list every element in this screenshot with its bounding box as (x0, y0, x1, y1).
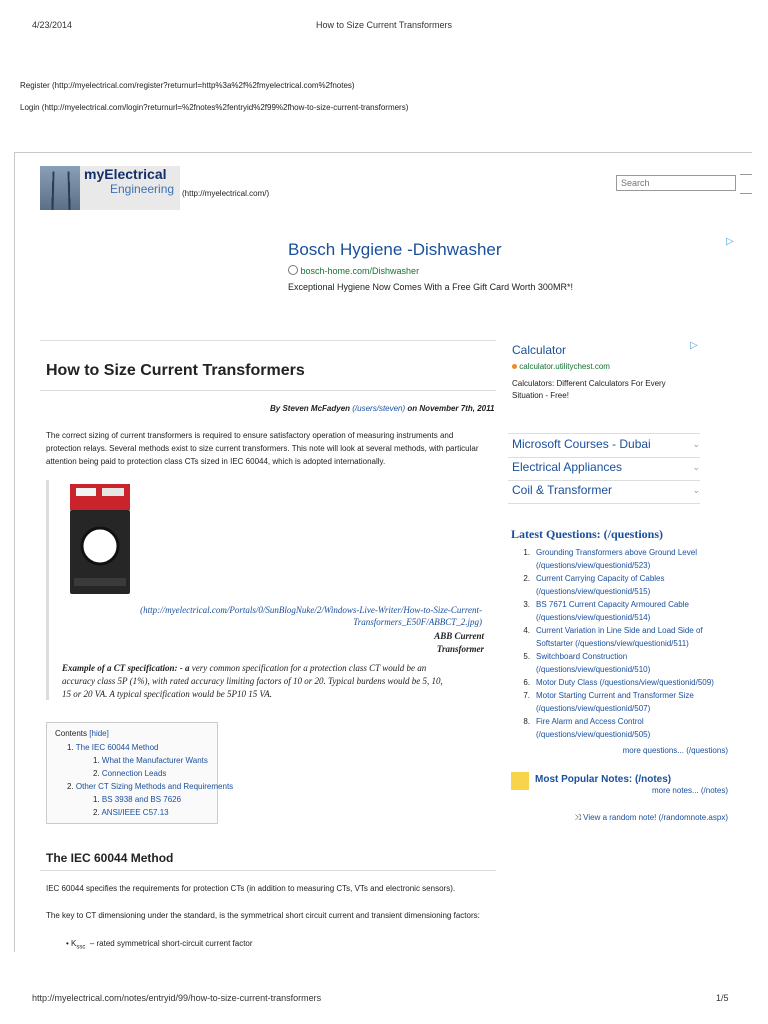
toc-item[interactable] (93, 756, 208, 765)
site-logo[interactable] (40, 166, 180, 210)
bullet-item (66, 937, 518, 955)
login-link[interactable]: Login (http://myelectrical.com/login?returnurl=%2fnotes%2fentryid%2f99%2fhow-to-size-current-transformers) (20, 103, 409, 112)
print-title: How to Size Current Transformers (315, 20, 453, 30)
register-link[interactable]: Register (http://myelectrical.com/register?returnurl=http%3a%2f%2fmyelectrical.com%2fnotes) (20, 81, 355, 90)
ad-title[interactable]: Bosch Hygiene -Dishwasher (288, 240, 502, 259)
logo-line2: Engineering (110, 182, 175, 196)
byline-author: By Steven McFadyen (270, 404, 351, 413)
logo-line1: myElectrical (84, 166, 167, 182)
pylon-icon (40, 166, 80, 210)
intro-line: attention being paid to protection class CTs sized in IEC 60044, which is adopted internationally. (46, 457, 386, 466)
divider (508, 503, 700, 504)
section-heading: The IEC 60044 Method (46, 851, 174, 865)
toc-item[interactable] (67, 743, 158, 752)
ad-choices-icon[interactable]: ▷ (726, 236, 734, 247)
author-link[interactable]: (/users/steven) (352, 404, 406, 413)
question-link[interactable]: Current Carrying Capacity of Cables (536, 574, 665, 583)
ad-url-text: bosch-home.com/Dishwasher (300, 266, 420, 276)
question-link[interactable]: (/questions/view/questionid/510) (536, 665, 651, 674)
byline (270, 404, 494, 413)
spec-line: accuracy class 5P (1%), with rated accuracy limiting factors of 10 or 20. Typical burdens would be 5, 10, (62, 676, 443, 686)
orange-dot-icon (512, 364, 517, 369)
search-input[interactable] (616, 175, 736, 191)
toc-text: The IEC 60044 Method (75, 743, 159, 752)
intro-line: The correct sizing of current transformers is required to ensure satisfactory operation of measuring instruments and (46, 431, 454, 440)
divider (508, 457, 700, 458)
toc-num: 2. (93, 769, 100, 778)
latest-questions-heading[interactable]: Latest Questions: (/questions) (511, 527, 664, 541)
question-link[interactable]: BS 7671 Current Capacity Armoured Cable (536, 600, 689, 609)
section-line: The key to CT dimensioning under the standard, is the symmetrical short circuit current and transient dimensioning factors: (46, 911, 480, 920)
sidebar-ad-text (512, 378, 666, 402)
current-transformer-image[interactable] (66, 484, 136, 596)
table-of-contents (46, 722, 234, 824)
globe-icon (288, 265, 298, 275)
footer-page: 1/5 (716, 993, 729, 1003)
question-link[interactable]: Switchboard Construction (536, 652, 628, 661)
sidebar-ad-line: Situation - Free! (512, 391, 569, 400)
page-title: How to Size Current Transformers (46, 362, 305, 379)
divider (40, 340, 496, 341)
footer-url: http://myelectrical.com/notes/entryid/99/how-to-size-current-transformers (32, 993, 322, 1003)
spec-line: 15 or 20 VA. A typical specification would be 5P10 15 VA. (62, 689, 273, 699)
toc-num: 1. (93, 756, 100, 765)
ad-link-label: Electrical Appliances (512, 460, 623, 474)
ad-link-item[interactable] (512, 437, 700, 451)
toc-text: What the Manufacturer Wants (101, 756, 208, 765)
chevron-down-icon: ⌄ (692, 485, 700, 495)
random-note-text: View a random note! (/randomnote.aspx) (583, 813, 728, 822)
toc-num: 1. (67, 743, 74, 752)
byline-date: on November 7th, 2011 (407, 404, 495, 413)
toc-label: Contents (55, 729, 88, 738)
question-num: 6. (523, 678, 530, 687)
toc-item[interactable] (93, 795, 181, 804)
more-questions-link[interactable]: more questions... (/questions) (622, 746, 728, 755)
toc-hide-link[interactable]: [hide] (89, 729, 109, 738)
toc-item[interactable] (93, 769, 166, 778)
caption-line: Transformer (436, 644, 484, 654)
toc-num: 2. (93, 808, 100, 817)
print-date: 4/23/2014 (32, 20, 73, 30)
toc-num: 1. (93, 795, 100, 804)
toc-text: ANSI/IEEE C57.13 (101, 808, 169, 817)
question-num: 3. (523, 600, 530, 609)
toc-item[interactable] (93, 808, 169, 817)
question-link[interactable]: Current Variation in Line Side and Load Side of (536, 626, 703, 635)
divider (508, 433, 700, 434)
sidebar-ad-url-text: calculator.utilitychest.com (519, 362, 610, 371)
spec-label: Example of a CT specification: - a (62, 663, 190, 673)
question-num: 4. (523, 626, 530, 635)
question-link[interactable]: Motor Duty Class (/questions/view/questionid/509) (536, 678, 714, 687)
note-icon (511, 772, 529, 790)
bullet-symbol: K (71, 939, 77, 948)
toc-text: Connection Leads (101, 769, 167, 778)
sidebar-ad-title: Calculator (512, 343, 567, 357)
question-num: 8. (523, 717, 530, 726)
bullet-dot: • (66, 939, 72, 948)
shuffle-icon: ⤨ (574, 813, 581, 822)
ad-text: Exceptional Hygiene Now Comes With a Free Gift Card Worth 300MR*! (288, 282, 573, 292)
page-frame-left (14, 152, 15, 952)
question-link[interactable]: Softstarter (/questions/view/questionid/511) (536, 639, 689, 648)
divider (40, 870, 496, 871)
latest-questions-list (520, 547, 730, 747)
question-link[interactable]: Grounding Transformers above Ground Level (536, 548, 697, 557)
question-link[interactable]: (/questions/view/questionid/523) (536, 561, 651, 570)
image-link-line: (http://myelectrical.com/Portals/0/SunBlogNuke/2/Windows-Live-Writer/How-to-Size-Current- (140, 605, 482, 615)
popular-notes-heading[interactable]: Most Popular Notes: (/notes) (535, 774, 672, 785)
ad-choices-icon[interactable]: ▷ (690, 340, 698, 351)
divider (508, 480, 700, 481)
image-link[interactable] (90, 604, 482, 628)
page-frame-top (14, 152, 752, 153)
ad-link-item[interactable] (512, 483, 700, 497)
intro-line: protection relays. Several methods exist to size current transformers. This note will look at several methods, with particular (46, 444, 479, 453)
ad-link-item[interactable] (512, 460, 700, 474)
sidebar-ad[interactable] (512, 343, 700, 357)
question-link[interactable]: (/questions/view/questionid/507) (536, 704, 651, 713)
section-line: IEC 60044 specifies the requirements for protection CTs (in addition to measuring CTs, VTs and electronic sensors). (46, 884, 456, 893)
image-caption (380, 630, 484, 656)
question-link[interactable]: (/questions/view/questionid/515) (536, 587, 651, 596)
question-link[interactable]: (/questions/view/questionid/514) (536, 613, 651, 622)
blockquote-bar (46, 480, 49, 700)
bullet-sub: ssc (76, 944, 86, 951)
spec-line: very common specification for a protection class CT would be an (189, 663, 427, 673)
divider (40, 390, 496, 391)
question-link[interactable]: Fire Alarm and Access Control (536, 717, 644, 726)
question-num: 7. (523, 691, 530, 700)
question-num: 1. (523, 548, 530, 557)
question-num: 5. (523, 652, 530, 661)
chevron-down-icon: ⌄ (692, 439, 700, 449)
caption-line: ABB Current (434, 631, 484, 641)
toc-num: 2. (67, 782, 74, 791)
ct-spec-paragraph (62, 662, 480, 701)
image-link-line: Transformers_E50F/ABBCT_2.jpg) (353, 617, 482, 627)
home-link[interactable]: (http://myelectrical.com/) (182, 189, 270, 198)
question-link[interactable]: Motor Starting Current and Transformer Size (536, 691, 694, 700)
ad-link-label: Coil & Transformer (512, 483, 613, 497)
search-button[interactable] (740, 174, 752, 194)
toc-text: Other CT Sizing Methods and Requirements (75, 782, 234, 791)
more-notes-link[interactable]: more notes... (/notes) (651, 786, 728, 795)
toc-text: BS 3938 and BS 7626 (101, 795, 182, 804)
chevron-down-icon: ⌄ (692, 462, 700, 472)
sidebar-ad-line: Calculators: Different Calculators For Every (512, 379, 666, 388)
sidebar-ad-url[interactable] (512, 362, 610, 371)
intro-paragraph (46, 429, 498, 468)
random-note-link[interactable] (520, 813, 728, 823)
toc-item[interactable] (67, 782, 233, 791)
question-link[interactable]: (/questions/view/questionid/505) (536, 730, 651, 739)
question-num: 2. (523, 574, 530, 583)
ad-url[interactable] (288, 265, 419, 276)
bullet-text: – rated symmetrical short-circuit current factor (89, 939, 253, 948)
ad-link-label: Microsoft Courses - Dubai (512, 437, 651, 451)
